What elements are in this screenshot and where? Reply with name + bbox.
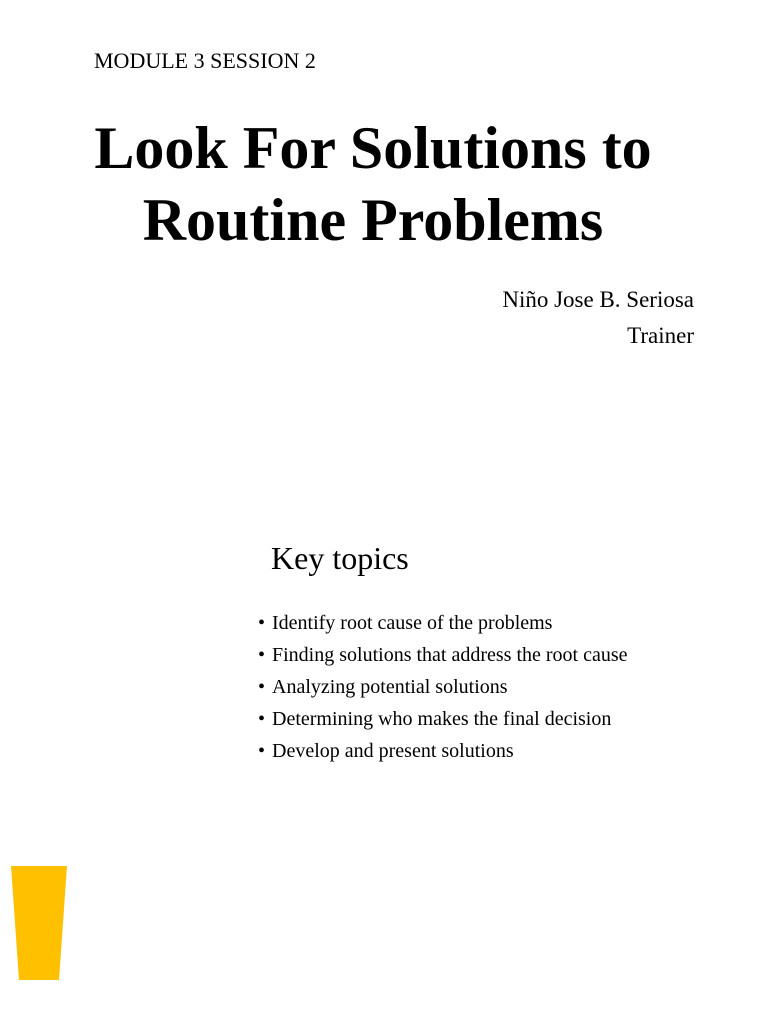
key-topics-list (258, 607, 628, 767)
list-item-text: Determining who makes the final decision (272, 708, 612, 730)
list-item-text: Analyzing potential solutions (272, 676, 508, 698)
slide-title (0, 112, 746, 256)
key-topics-heading: Key topics (271, 540, 409, 576)
presenter-role: Trainer (627, 323, 694, 348)
list-item (258, 639, 628, 671)
bullet-icon: • (258, 644, 266, 666)
slide-title-line-2: Routine Problems (142, 187, 604, 253)
accent-trapezoid-shape (11, 866, 67, 980)
yellow-trapezoid-icon (11, 866, 67, 980)
list-item (258, 671, 628, 703)
list-item-text: Finding solutions that address the root cause (272, 644, 628, 666)
bullet-icon: • (258, 740, 266, 762)
presenter-name: Niño Jose B. Seriosa (502, 287, 694, 312)
presenter-block (502, 282, 694, 354)
list-item-text: Develop and present solutions (272, 740, 514, 762)
bullet-icon: • (258, 676, 266, 698)
bullet-icon: • (258, 612, 266, 634)
slide-title-line-1: Look For Solutions to (94, 115, 652, 181)
bullet-icon: • (258, 708, 266, 730)
list-item (258, 703, 628, 735)
list-item (258, 735, 628, 767)
module-session-label: MODULE 3 SESSION 2 (94, 48, 316, 73)
list-item-text: Identify root cause of the problems (272, 612, 553, 634)
list-item (258, 607, 628, 639)
